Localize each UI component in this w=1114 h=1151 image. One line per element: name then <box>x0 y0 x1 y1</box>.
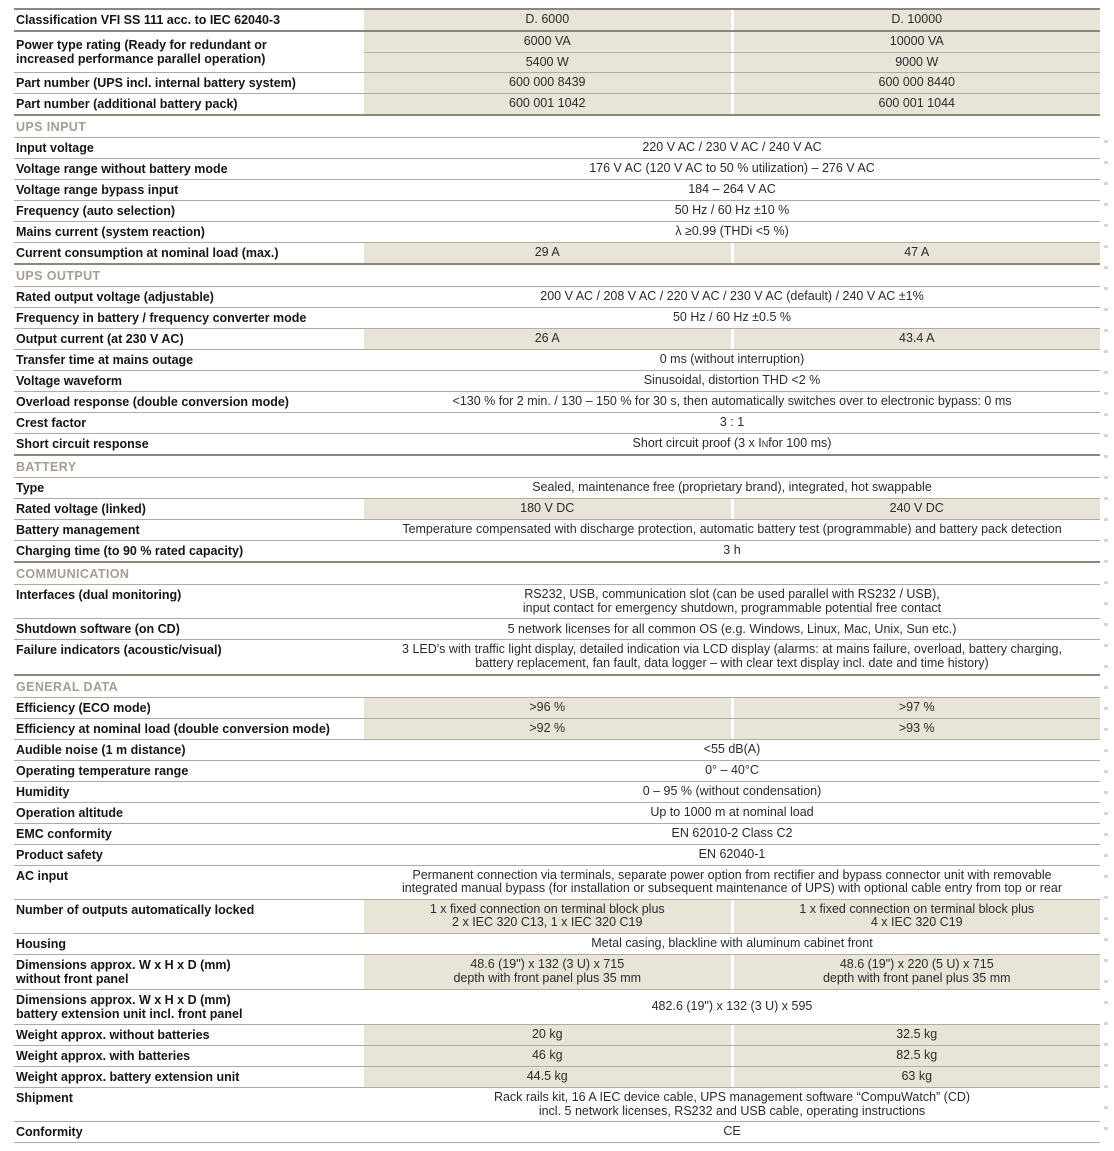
value-cell: 600 001 1044 <box>734 94 1101 114</box>
row-label: Weight approx. without batteries <box>16 1027 210 1042</box>
value-cell: 63 kg <box>734 1067 1101 1087</box>
section-header-block <box>14 8 1100 114</box>
value-cell: λ ≥0.99 (THDi <5 %) <box>675 224 789 239</box>
row-label: Mains current (system reaction) <box>16 225 205 240</box>
row-values <box>364 955 1100 989</box>
value-cell: 176 V AC (120 V AC to 50 % utilization) – 276 V AC <box>589 161 875 176</box>
table-row <box>14 520 1100 541</box>
row-label: Part number (additional battery pack) <box>16 97 238 112</box>
row-label: Short circuit response <box>16 437 149 452</box>
value-cell: 20 kg <box>364 1025 731 1045</box>
table-row <box>14 32 1100 73</box>
row-values <box>364 32 1100 72</box>
table-row <box>14 201 1100 222</box>
value-cell: 48.6 (19") x 220 (5 U) x 715 depth with front panel plus 35 mm <box>734 955 1101 989</box>
row-values <box>364 803 1100 823</box>
table-row <box>14 719 1100 740</box>
row-values <box>364 990 1100 1024</box>
row-values <box>364 73 1100 93</box>
row-values <box>364 371 1100 391</box>
table-row <box>14 10 1100 32</box>
row-label: Charging time (to 90 % rated capacity) <box>16 544 244 559</box>
value-cell: 200 V AC / 208 V AC / 220 V AC / 230 V AC (default) / 240 V AC ±1% <box>540 289 924 304</box>
value-cell: Sinusoidal, distortion THD <2 % <box>643 373 821 388</box>
section-title: BATTERY <box>14 456 1100 478</box>
section-title: COMMUNICATION <box>14 563 1100 585</box>
row-values <box>364 585 1100 618</box>
section-title: GENERAL DATA <box>14 676 1100 698</box>
row-values <box>364 1122 1100 1142</box>
table-row <box>14 73 1100 94</box>
value-cell: 3 h <box>723 543 741 558</box>
value-cell: D. 10000 <box>734 10 1101 30</box>
table-row <box>14 499 1100 520</box>
value-cell: Permanent connection via terminals, separate power option from rectifier and bypass connector unit with removable integrated manual bypass (for installation or subsequent maintenance of UPS) with optional cable entry from top or rear <box>401 867 1063 896</box>
table-row <box>14 866 1100 900</box>
row-label: Audible noise (1 m distance) <box>16 742 186 757</box>
row-label: Voltage waveform <box>16 374 123 389</box>
row-label: Voltage range bypass input <box>16 183 179 198</box>
value-cell: 46 kg <box>364 1046 731 1066</box>
value-cell: 600 000 8439 <box>364 73 731 93</box>
value-cell: Rack rails kit, 16 A IEC device cable, UPS management software “CompuWatch” (CD) incl. 5 network licenses, RS232 and USB cable, operating instructions <box>493 1089 971 1118</box>
value-cell: CE <box>723 1124 741 1139</box>
table-row <box>14 1088 1100 1122</box>
row-values <box>364 934 1100 954</box>
table-row <box>14 1025 1100 1046</box>
row-label: Dimensions approx. W x H x D (mm) without front panel <box>16 957 231 986</box>
table-row <box>14 180 1100 201</box>
row-values <box>364 824 1100 844</box>
value-cell: 44.5 kg <box>364 1067 731 1087</box>
value-cell: 0° – 40°C <box>705 762 759 777</box>
value-cell: 5 network licenses for all common OS (e.g. Windows, Linux, Mac, Unix, Sun etc.) <box>507 621 957 636</box>
table-row <box>14 478 1100 499</box>
row-label: Frequency (auto selection) <box>16 204 176 219</box>
table-row <box>14 740 1100 761</box>
row-values <box>364 94 1100 114</box>
value-cell: 3 LED's with traffic light display, detailed indication via LCD display (alarms: at mains failure, overload, battery charging, battery replacement, fan fault, data logger – with clear text display incl. date and time history) <box>402 642 1062 670</box>
row-label: Interfaces (dual monitoring) <box>16 588 182 603</box>
value-cell: 82.5 kg <box>734 1046 1101 1066</box>
section-ups-input <box>14 114 1100 263</box>
value-cell: EN 62010-2 Class C2 <box>671 825 793 840</box>
row-label: Output current (at 230 V AC) <box>16 332 184 347</box>
row-values <box>364 222 1100 242</box>
table-row <box>14 824 1100 845</box>
table-row <box>14 243 1100 263</box>
row-values <box>364 413 1100 433</box>
table-row <box>14 94 1100 114</box>
value-cell: 5400 W <box>364 53 731 73</box>
table-row <box>14 934 1100 955</box>
row-values <box>364 243 1100 263</box>
row-values <box>364 520 1100 540</box>
table-row <box>14 698 1100 719</box>
row-label: Operation altitude <box>16 805 123 820</box>
row-values <box>364 180 1100 200</box>
value-cell: >96 % <box>364 698 731 718</box>
row-label: Part number (UPS incl. internal battery system) <box>16 76 296 91</box>
page-edge-artifact <box>1104 140 1108 1135</box>
row-label: Battery management <box>16 523 140 538</box>
row-label: Input voltage <box>16 141 94 156</box>
value-cell: 6000 VA <box>364 32 731 52</box>
table-row <box>14 803 1100 824</box>
row-label: Failure indicators (acoustic/visual) <box>16 643 222 658</box>
value-cell: RS232, USB, communication slot (can be used parallel with RS232 / USB), input contact for emergency shutdown, programmable potential free contact <box>522 587 942 615</box>
row-label: Rated output voltage (adjustable) <box>16 290 214 305</box>
row-values <box>364 541 1100 561</box>
row-label: Weight approx. battery extension unit <box>16 1069 240 1084</box>
row-label: Humidity <box>16 784 70 799</box>
row-label: Transfer time at mains outage <box>16 353 194 368</box>
row-label: Rated voltage (linked) <box>16 502 146 517</box>
row-values <box>364 308 1100 328</box>
value-cell: 180 V DC <box>364 499 731 519</box>
table-row <box>14 1067 1100 1088</box>
row-values <box>364 1088 1100 1121</box>
row-label: Number of outputs automatically locked <box>16 902 255 917</box>
table-row <box>14 138 1100 159</box>
section-ups-output <box>14 263 1100 454</box>
row-values <box>364 159 1100 179</box>
table-row <box>14 159 1100 180</box>
value-cell: Up to 1000 m at nominal load <box>650 804 814 819</box>
table-row <box>14 585 1100 619</box>
value-cell: 240 V DC <box>734 499 1101 519</box>
row-values <box>364 900 1100 933</box>
row-values <box>364 866 1100 899</box>
value-cell: 0 – 95 % (without condensation) <box>642 783 822 798</box>
value-cell: 482.6 (19") x 132 (3 U) x 595 <box>651 999 813 1014</box>
value-cell: Sealed, maintenance free (proprietary brand), integrated, hot swappable <box>532 480 932 495</box>
value-cell: Temperature compensated with discharge protection, automatic battery test (programmable) and battery pack detection <box>402 522 1062 537</box>
section-communication <box>14 561 1100 673</box>
value-subrow <box>364 52 1100 73</box>
row-values <box>364 698 1100 718</box>
row-label: Frequency in battery / frequency converter mode <box>16 311 307 326</box>
row-values <box>364 10 1100 30</box>
row-label: Classification VFI SS 111 acc. to IEC 62040-3 <box>16 13 281 27</box>
table-row <box>14 761 1100 782</box>
table-row <box>14 371 1100 392</box>
table-row <box>14 619 1100 640</box>
value-cell: 0 ms (without interruption) <box>659 352 805 367</box>
row-values <box>364 1025 1100 1045</box>
table-row <box>14 782 1100 803</box>
value-cell: 29 A <box>364 243 731 263</box>
value-cell: Short circuit proof (3 x I N for 100 ms) <box>632 436 832 451</box>
value-cell: 10000 VA <box>734 32 1101 52</box>
row-label: Current consumption at nominal load (max.) <box>16 246 279 261</box>
value-cell: <55 dB(A) <box>703 741 761 756</box>
value-cell: <130 % for 2 min. / 130 – 150 % for 30 s, then automatically switches over to electronic bypass: 0 ms <box>452 394 1012 409</box>
table-row <box>14 955 1100 990</box>
value-cell: 26 A <box>364 329 731 349</box>
section-battery <box>14 454 1100 561</box>
row-values <box>364 201 1100 221</box>
value-cell: Metal casing, blackline with aluminum cabinet front <box>591 936 873 951</box>
value-cell: 220 V AC / 230 V AC / 240 V AC <box>642 140 822 155</box>
row-label: Product safety <box>16 847 103 862</box>
row-label: Housing <box>16 936 66 951</box>
row-values <box>364 478 1100 498</box>
row-values <box>364 761 1100 781</box>
table-row <box>14 222 1100 243</box>
row-label: Shipment <box>16 1090 73 1105</box>
row-values <box>364 350 1100 370</box>
row-label: EMC conformity <box>16 826 112 841</box>
value-cell: 50 Hz / 60 Hz ±10 % <box>674 203 790 218</box>
row-values <box>364 138 1100 158</box>
table-row <box>14 434 1100 454</box>
table-row <box>14 1122 1100 1142</box>
row-label: Voltage range without battery mode <box>16 162 228 177</box>
row-values <box>364 719 1100 739</box>
row-values <box>364 619 1100 639</box>
row-label: AC input <box>16 868 69 883</box>
row-label: Dimensions approx. W x H x D (mm) battery extension unit incl. front panel <box>16 992 243 1021</box>
table-row <box>14 1046 1100 1067</box>
value-cell: 1 x fixed connection on terminal block plus 2 x IEC 320 C13, 1 x IEC 320 C19 <box>364 900 731 933</box>
table-row <box>14 392 1100 413</box>
row-label: Shutdown software (on CD) <box>16 622 180 637</box>
row-label: Efficiency (ECO mode) <box>16 700 151 715</box>
row-values <box>364 845 1100 865</box>
section-title: UPS INPUT <box>14 116 1100 138</box>
table-row <box>14 541 1100 561</box>
row-values <box>364 782 1100 802</box>
table-row <box>14 900 1100 934</box>
row-values <box>364 499 1100 519</box>
value-cell: 43.4 A <box>734 329 1101 349</box>
value-subrow <box>364 32 1100 52</box>
value-cell: 32.5 kg <box>734 1025 1101 1045</box>
table-row <box>14 287 1100 308</box>
row-label: Power type rating (Ready for redundant or increased performance parallel operation) <box>16 38 267 67</box>
value-cell: 600 000 8440 <box>734 73 1101 93</box>
table-row <box>14 640 1100 673</box>
value-cell: 600 001 1042 <box>364 94 731 114</box>
value-cell: 9000 W <box>734 53 1101 73</box>
value-cell: >92 % <box>364 719 731 739</box>
value-cell: >97 % <box>734 698 1101 718</box>
row-values <box>364 640 1100 673</box>
table-row <box>14 990 1100 1025</box>
section-general-data <box>14 674 1100 1143</box>
value-cell: >93 % <box>734 719 1101 739</box>
row-label: Operating temperature range <box>16 763 189 778</box>
row-values <box>364 1046 1100 1066</box>
row-values <box>364 1067 1100 1087</box>
row-values <box>364 329 1100 349</box>
value-cell: 50 Hz / 60 Hz ±0.5 % <box>672 310 792 325</box>
value-cell: D. 6000 <box>364 10 731 30</box>
table-row <box>14 329 1100 350</box>
row-values <box>364 287 1100 307</box>
value-cell: 1 x fixed connection on terminal block plus 4 x IEC 320 C19 <box>734 900 1101 933</box>
row-values <box>364 434 1100 454</box>
row-values <box>364 740 1100 760</box>
table-row <box>14 308 1100 329</box>
row-label: Crest factor <box>16 416 87 431</box>
table-row <box>14 350 1100 371</box>
row-label: Type <box>16 481 45 496</box>
table-row <box>14 413 1100 434</box>
spec-table <box>14 8 1100 1143</box>
row-label: Conformity <box>16 1125 83 1140</box>
row-label: Overload response (double conversion mode) <box>16 395 289 410</box>
value-cell: EN 62040-1 <box>698 846 766 861</box>
row-values <box>364 392 1100 412</box>
value-cell: 3 : 1 <box>719 415 745 430</box>
section-title: UPS OUTPUT <box>14 265 1100 287</box>
table-row <box>14 845 1100 866</box>
row-label: Weight approx. with batteries <box>16 1048 191 1063</box>
row-label: Efficiency at nominal load (double conversion mode) <box>16 721 330 736</box>
value-cell: 48.6 (19") x 132 (3 U) x 715 depth with front panel plus 35 mm <box>364 955 731 989</box>
value-cell: 184 – 264 V AC <box>688 182 776 197</box>
value-cell: 47 A <box>734 243 1101 263</box>
